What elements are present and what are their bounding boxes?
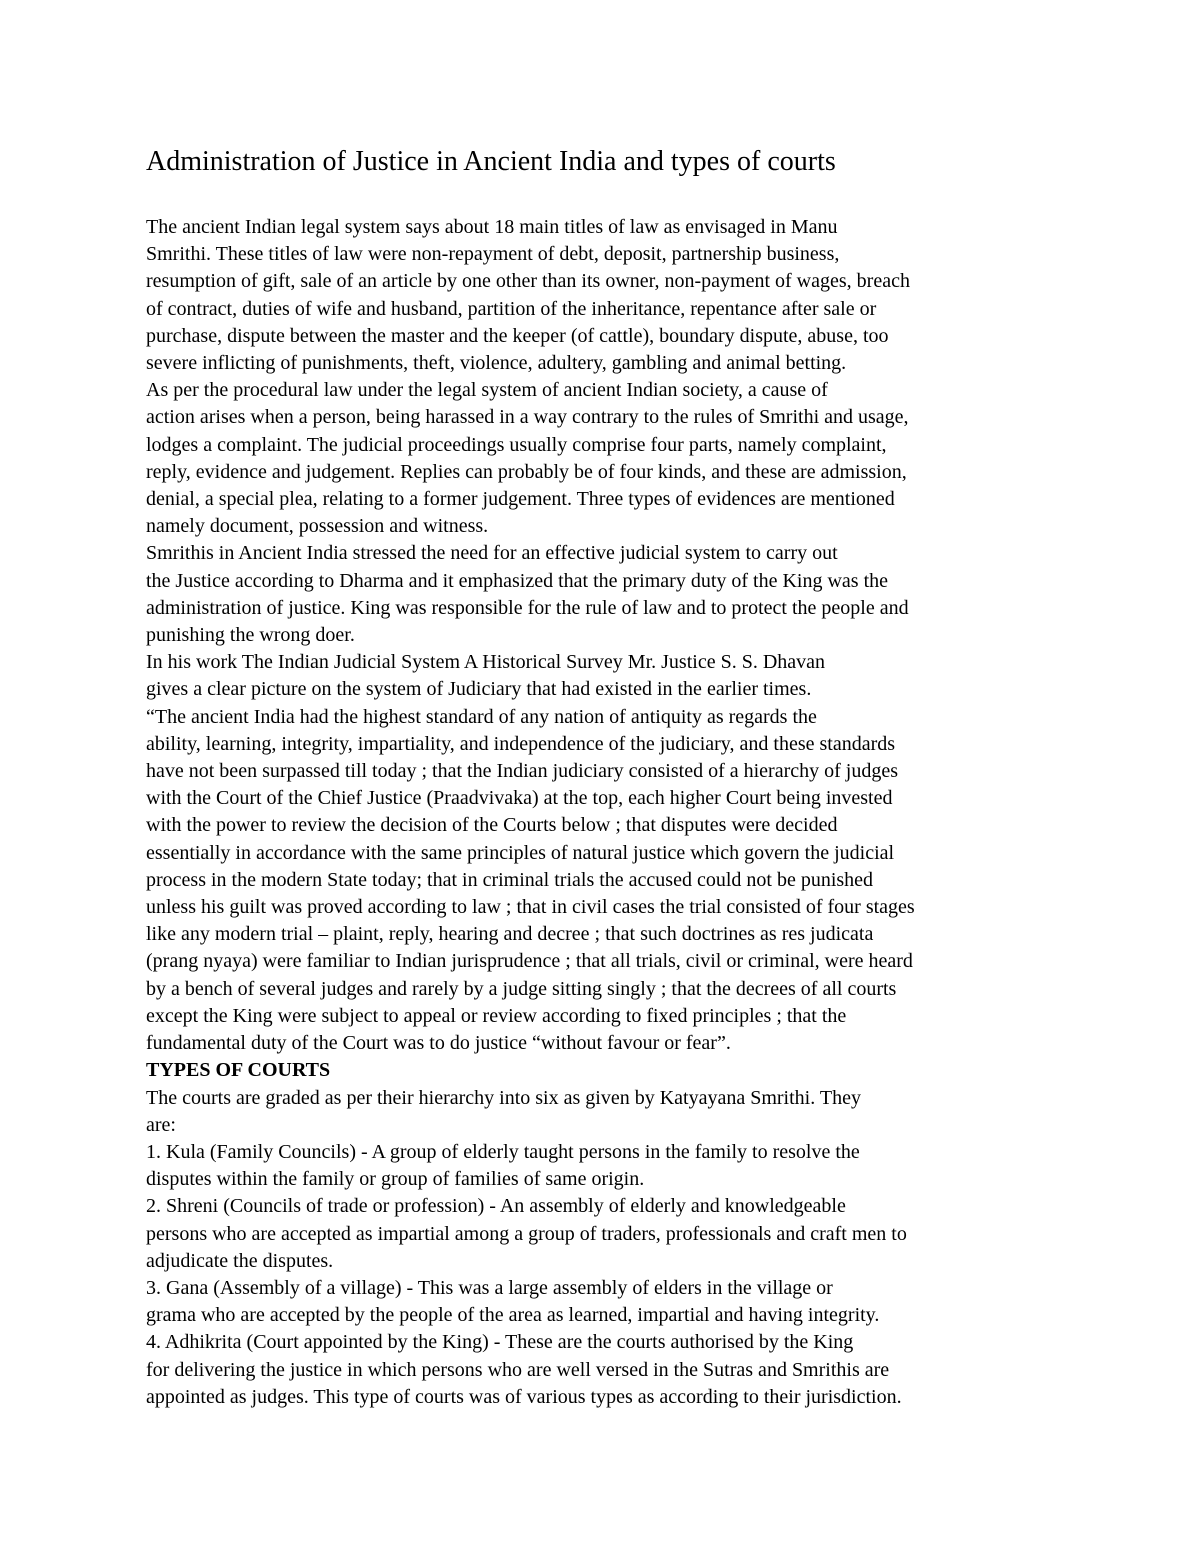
- section-line: appointed as judges. This type of courts was of various types as according to their jurisdiction.: [146, 1385, 902, 1408]
- body-line: like any modern trial – plaint, reply, hearing and decree ; that such doctrines as res judicata: [146, 923, 874, 946]
- document-title: Administration of Justice in Ancient India and types of courts: [146, 146, 836, 177]
- section-line: disputes within the family or group of families of same origin.: [146, 1168, 645, 1191]
- body-line: lodges a complaint. The judicial proceedings usually comprise four parts, namely complaint,: [146, 433, 887, 456]
- body-line: administration of justice. King was responsible for the rule of law and to protect the people and: [146, 596, 909, 619]
- body-line: purchase, dispute between the master and the keeper (of cattle), boundary dispute, abuse, too: [146, 324, 889, 347]
- body-line: of contract, duties of wife and husband, partition of the inheritance, repentance after sale or: [146, 297, 877, 320]
- body-line: except the King were subject to appeal or review according to fixed principles ; that the: [146, 1004, 847, 1027]
- body-line: essentially in accordance with the same principles of natural justice which govern the judicial: [146, 841, 895, 864]
- body-line: fundamental duty of the Court was to do justice “without favour or fear”.: [146, 1032, 731, 1055]
- section-line: for delivering the justice in which persons who are well versed in the Sutras and Smrithis are: [146, 1358, 890, 1381]
- body-line: resumption of gift, sale of an article by one other than its owner, non-payment of wages, breach: [146, 270, 910, 293]
- body-line: As per the procedural law under the legal system of ancient Indian society, a cause of: [146, 379, 828, 402]
- body-line: unless his guilt was proved according to law ; that in civil cases the trial consisted of four stages: [146, 896, 915, 919]
- body-line: process in the modern State today; that in criminal trials the accused could not be punished: [146, 868, 874, 891]
- body-line: have not been surpassed till today ; that the Indian judiciary consisted of a hierarchy of judges: [146, 760, 899, 783]
- body-line: with the power to review the decision of the Courts below ; that disputes were decided: [146, 814, 838, 837]
- section-line: The courts are graded as per their hierarchy into six as given by Katyayana Smrithi. They: [146, 1086, 861, 1109]
- body-line: The ancient Indian legal system says about 18 main titles of law as envisaged in Manu: [146, 216, 838, 238]
- section-line: 3. Gana (Assembly of a village) - This was a large assembly of elders in the village or: [146, 1276, 833, 1299]
- section-line: 4. Adhikrita (Court appointed by the King) - These are the courts authorised by the King: [146, 1331, 854, 1354]
- body-line: (prang nyaya) were familiar to Indian jurisprudence ; that all trials, civil or criminal, were heard: [146, 950, 913, 973]
- body-line: the Justice according to Dharma and it emphasized that the primary duty of the King was the: [146, 569, 889, 592]
- body-line: reply, evidence and judgement. Replies can probably be of four kinds, and these are admission,: [146, 460, 907, 483]
- document-body: [146, 214, 1106, 1411]
- body-line: Smrithi. These titles of law were non-repayment of debt, deposit, partnership business,: [146, 243, 840, 266]
- body-line: Smrithis in Ancient India stressed the need for an effective judicial system to carry out: [146, 542, 838, 565]
- body-line: ability, learning, integrity, impartiality, and independence of the judiciary, and these standards: [146, 732, 896, 755]
- body-line: denial, a special plea, relating to a former judgement. Three types of evidences are mentioned: [146, 488, 895, 511]
- body-line: namely document, possession and witness.: [146, 515, 489, 538]
- body-line: by a bench of several judges and rarely by a judge sitting singly ; that the decrees of all courts: [146, 977, 897, 1000]
- section-line: grama who are accepted by the people of the area as learned, impartial and having integrity.: [146, 1304, 880, 1327]
- section-line: 2. Shreni (Councils of trade or profession) - An assembly of elderly and knowledgeable: [146, 1195, 846, 1218]
- section-line: adjudicate the disputes.: [146, 1249, 334, 1272]
- section-line: are:: [146, 1113, 176, 1136]
- body-line: with the Court of the Chief Justice (Praadvivaka) at the top, each higher Court being invested: [146, 787, 893, 810]
- section-line: 1. Kula (Family Councils) - A group of elderly taught persons in the family to resolve the: [146, 1140, 860, 1163]
- body-line: action arises when a person, being harassed in a way contrary to the rules of Smrithi and usage,: [146, 406, 909, 429]
- body-line: gives a clear picture on the system of Judiciary that had existed in the earlier times.: [146, 678, 812, 701]
- section-heading: TYPES OF COURTS: [146, 1059, 331, 1082]
- body-line: “The ancient India had the highest standard of any nation of antiquity as regards the: [146, 705, 817, 728]
- body-line: punishing the wrong doer.: [146, 624, 355, 647]
- body-line: severe inflicting of punishments, theft, violence, adultery, gambling and animal betting.: [146, 352, 847, 375]
- body-line: In his work The Indian Judicial System A Historical Survey Mr. Justice S. S. Dhavan: [146, 651, 826, 674]
- section-line: persons who are accepted as impartial among a group of traders, professionals and craft men to: [146, 1222, 907, 1245]
